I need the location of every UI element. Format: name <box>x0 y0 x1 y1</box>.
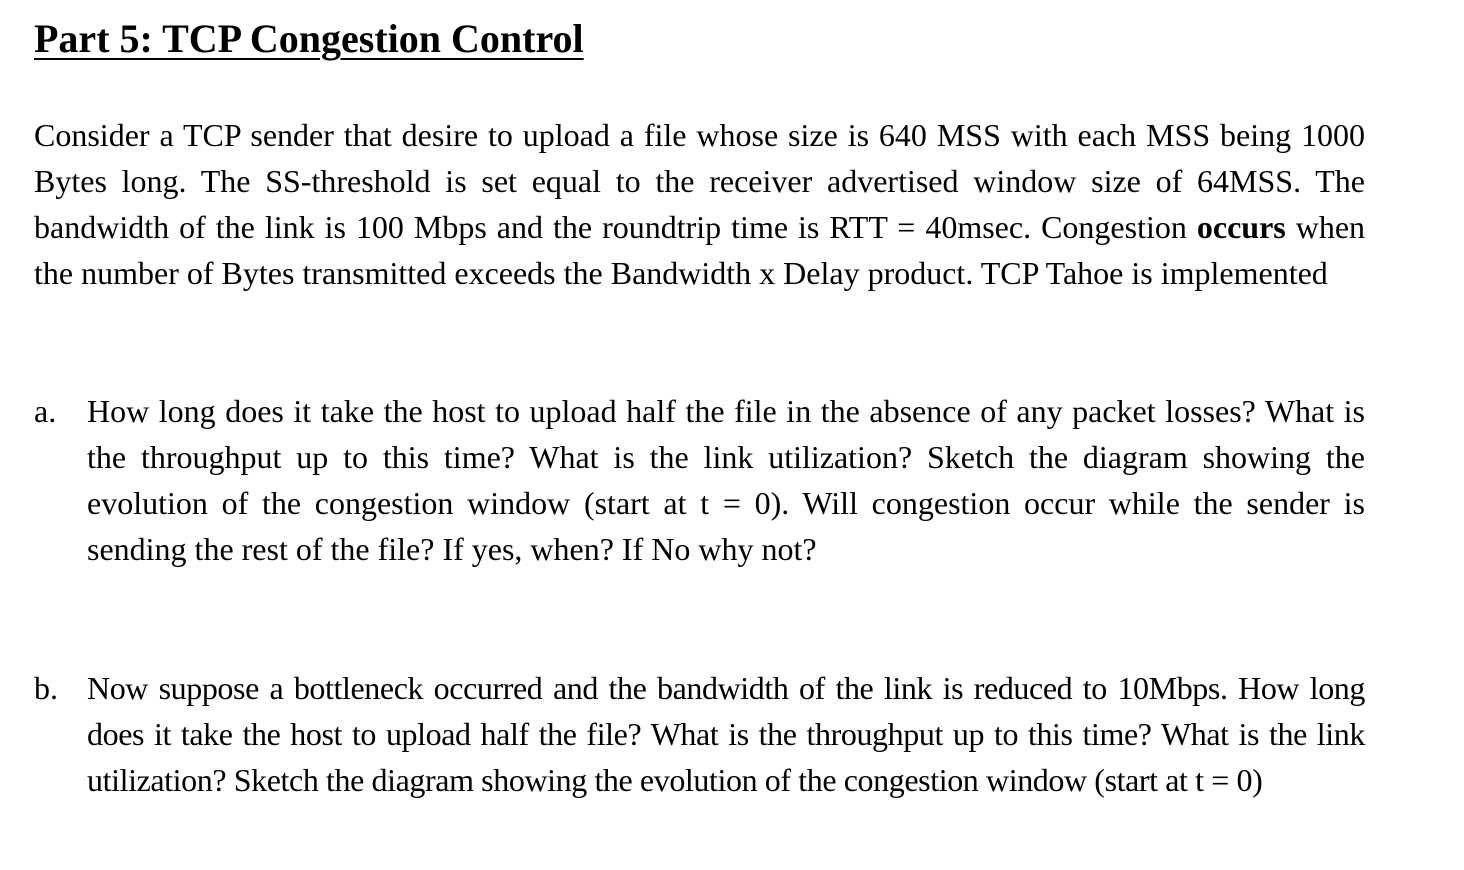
question-b-text: Now suppose a bottleneck occurred and the bandwidth of the link is reduced to 10Mbps. How long does it take the host to upload half the file? What is the throughput up to this time? What is the link utilization? Sketch the diagram showing the evolution of the congestion window (start at t = 0) <box>87 670 1365 798</box>
problem-statement-text-start: Consider a TCP sender that desire to upload a file whose size is 640 MSS with each MSS being 1000 Bytes long. The SS-threshold is set equal to the receiver advertised window size of 64MSS. The bandwidth of the link is 100 Mbps and the roundtrip time is RTT = 40msec. Congestion <box>34 117 1365 245</box>
question-a-marker: a. <box>34 393 57 429</box>
question-a-text: How long does it take the host to upload half the file in the absence of any packet losses? What is the throughput up to this time? What is the link utilization? Sketch the diagram showing the evolution of the congestion window (start at t = 0). Will congestion occur while the sender is sending the rest of the file? If yes, when? If No why not? <box>87 393 1365 567</box>
question-a <box>34 388 1365 572</box>
problem-statement <box>34 112 1365 296</box>
question-b-marker: b. <box>34 670 58 706</box>
section-title: Part 5: TCP Congestion Control <box>34 16 584 61</box>
problem-statement-text-end: when the number of Bytes transmitted exceeds the Bandwidth x Delay product. TCP Tahoe is implemented <box>34 209 1366 291</box>
emphasized-word-occurs: occurs <box>1196 209 1286 245</box>
question-b <box>34 665 1365 803</box>
